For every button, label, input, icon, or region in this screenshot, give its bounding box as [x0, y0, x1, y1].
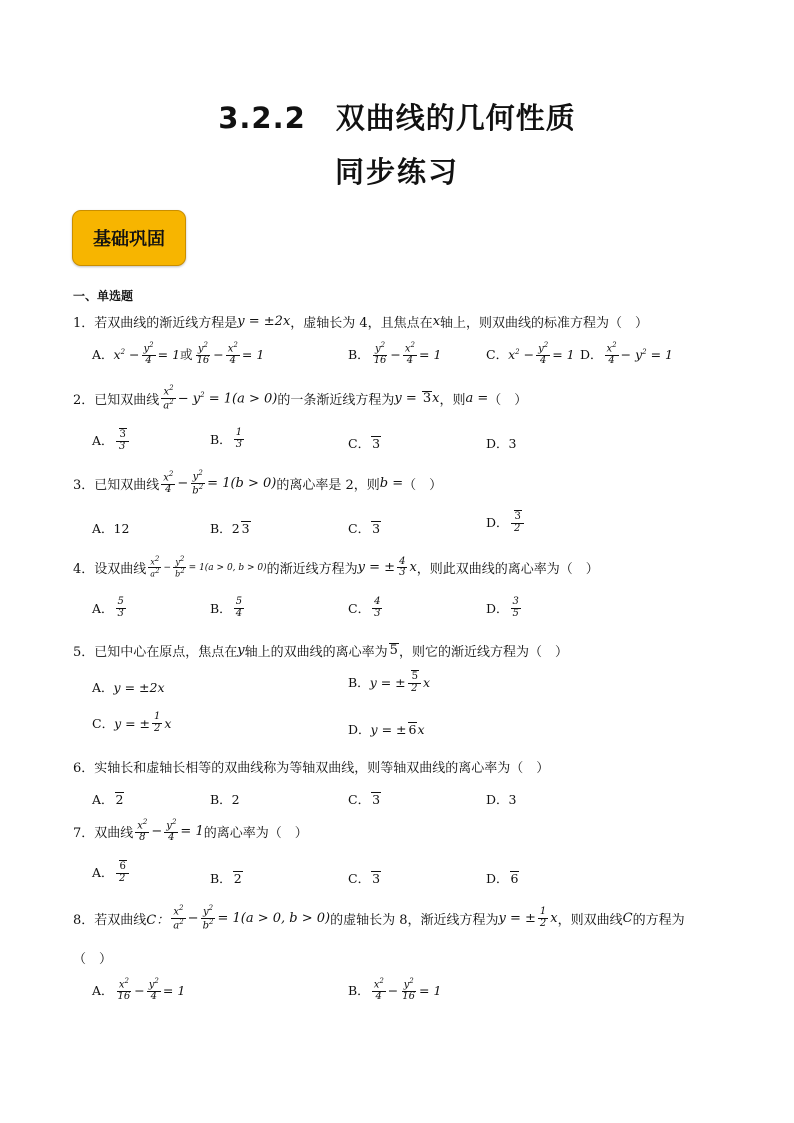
q2-option-c[interactable]: C． 3 [348, 435, 381, 451]
q2-option-d[interactable]: D．3 [486, 436, 517, 451]
question-5: 5．已知中心在原点，焦点在 y 轴上的双曲线的离心率为 5 ，则它的渐近线方程为（ ） [73, 642, 568, 660]
q3-option-c[interactable]: C． 3 [348, 520, 381, 536]
q6-option-d[interactable]: D．3 [486, 792, 517, 807]
q5-option-b[interactable]: B． y = ± $\frac{5}{2}$ x [348, 671, 431, 694]
q7-option-d[interactable]: D． 6 [486, 870, 519, 886]
q3-option-a[interactable]: A．12 [92, 521, 130, 536]
q8-paren: （ ） [73, 952, 113, 967]
q6-option-a[interactable]: A． 2 [92, 791, 124, 807]
q3-option-b[interactable]: B． 2 3 [210, 520, 250, 536]
q1-text3: 轴上，则双曲线的标准方程为（ ） [440, 316, 649, 331]
q6-option-c[interactable]: C． 3 [348, 791, 381, 807]
q4-option-a[interactable]: A． $\frac{5}{3}$ [92, 596, 124, 619]
page-title: 3.2.2 双曲线的几何性质 [218, 101, 576, 135]
question-2: 2．已知双曲线 $\frac{x^2}{a^2}$ − $y^2 = 1(a > 0)$ 的一条渐近线方程为 y = 3x ，则 a = （ ） [73, 384, 528, 412]
question-4: 4．设双曲线 $\frac{x2}{a2}$ − $\frac{y2}{b2}$ = 1(a > 0, b > 0) 的渐近线方程为 y = ± $\frac{4}{3}$ x ，则此双曲线的离心率为（ ） [73, 555, 599, 579]
question-6: 6．实轴长和虚轴长相等的双曲线称为等轴双曲线，则等轴双曲线的离心率为（ ） [73, 761, 550, 776]
q1-x: x [432, 314, 441, 329]
q2-option-b[interactable]: B． $\frac{1}{3}$ [210, 427, 243, 450]
q6-option-b[interactable]: B．2 [210, 792, 240, 807]
q1-option-a[interactable]: A． $x^2$ − $\frac{y^2}{4}$ = 1 或 $\frac{y^2}{16}$ − $\frac{x^2}{4}$ = 1 [92, 341, 265, 366]
question-7: 7．双曲线 $\frac{x^2}{8}$ − $\frac{y^2}{4}$ = 1 的离心率为（ ） [73, 818, 308, 843]
q4-option-b[interactable]: B． $\frac{5}{4}$ [210, 596, 243, 619]
q1-option-b[interactable]: B． $\frac{y^2}{16}$ − $\frac{x^2}{4}$ = 1 [348, 341, 442, 366]
question-8: 8．若双曲线 C： $\frac{x^2}{a^2}$ − $\frac{y^2}{b^2}$ = 1(a > 0, b > 0) 的虚轴长为 8，渐近线方程为 y = ± $\frac{1}{2}$ x ，则双曲线 C 的方程为 [73, 904, 685, 932]
question-3: 3．已知双曲线 $\frac{x^2}{4}$ − $\frac{y^2}{b^2}$ = 1(b > 0) 的离心率是 2，则 b = （ ） [73, 469, 443, 497]
q8-option-b[interactable]: B． $\frac{x^2}{4}$ − $\frac{y^2}{16}$ = 1 [348, 977, 442, 1002]
q5-option-d[interactable]: D． y = ± 6x [348, 721, 425, 737]
q7-option-b[interactable]: B． 2 [210, 870, 242, 886]
q4-option-d[interactable]: D． $\frac{3}{5}$ [486, 596, 519, 619]
q1-text: 1．若双曲线的渐近线方程是 [73, 316, 238, 331]
section-badge: 基础巩固 [72, 210, 186, 266]
q8-option-a[interactable]: A． $\frac{x^2}{16}$ − $\frac{y^2}{4}$ = 1 [92, 977, 186, 1002]
q1-eq: y = ±2x [237, 314, 291, 329]
q1-option-d[interactable]: D． $\frac{x^2}{4}$ − $y^2 = 1$ [580, 341, 673, 366]
question-1 [73, 312, 648, 331]
q2-option-a[interactable]: A． $\frac{3}{3}$ [92, 428, 131, 452]
q3-option-d[interactable]: D． $\frac{3}{2}$ [486, 510, 526, 534]
q5-option-a[interactable]: A． y = ±2x [92, 679, 165, 695]
q7-option-a[interactable]: A． $\frac{6}{2}$ [92, 860, 131, 884]
q7-option-c[interactable]: C． 3 [348, 870, 381, 886]
q4-option-c[interactable]: C． $\frac{4}{3}$ [348, 596, 381, 619]
q5-option-c[interactable]: C． y = ± $\frac{1}{2}$ x [92, 711, 172, 734]
section-heading: 一、单选题 [73, 289, 134, 303]
page-subtitle: 同步练习 [334, 155, 459, 189]
q1-option-c[interactable]: C． $x^2$ − $\frac{y^2}{4}$ = 1 [486, 341, 575, 366]
q1-text2: ，虚轴长为 4，且焦点在 [290, 316, 433, 331]
